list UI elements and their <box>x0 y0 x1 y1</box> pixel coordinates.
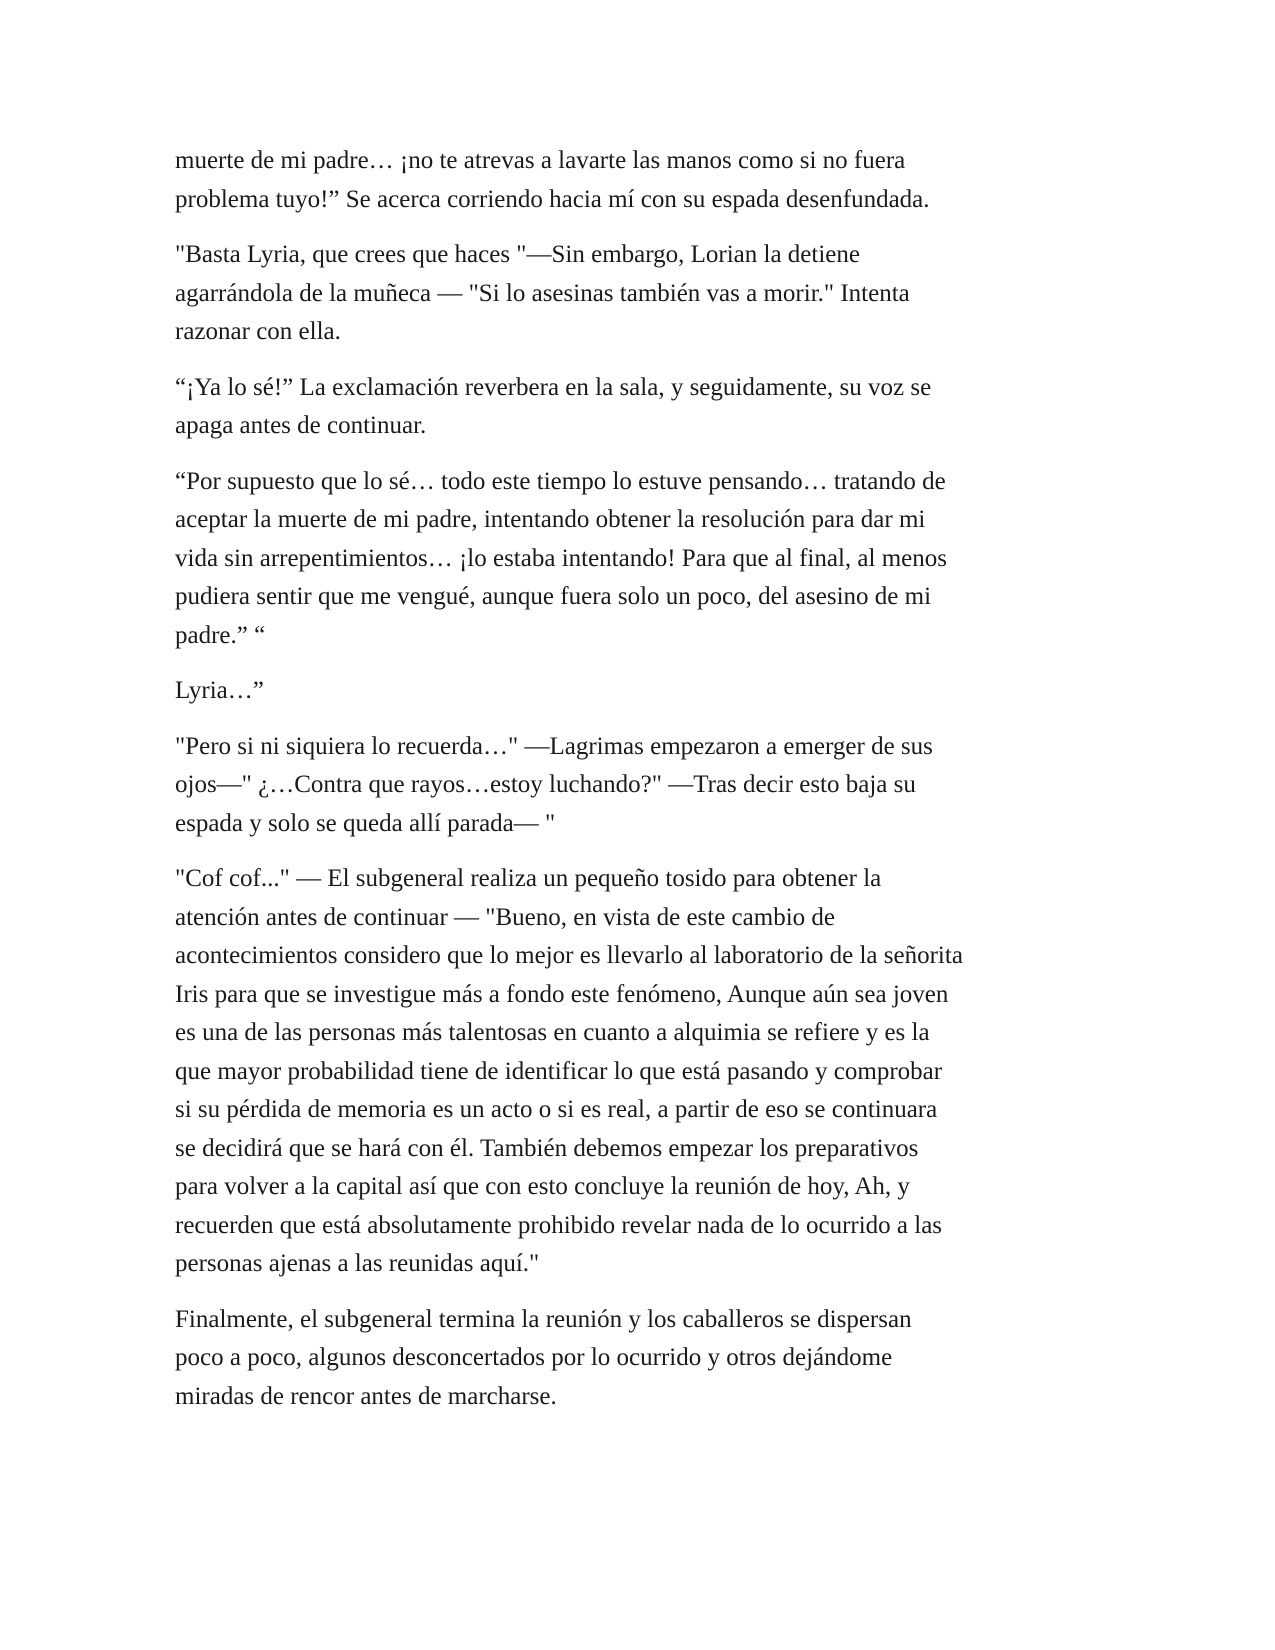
paragraph: "Cof cof..." — El subgeneral realiza un pequeño tosido para obtener la atención antes de continuar — "Bueno, en vista de este cambio de acontecimientos considero que lo mejor es llevarlo al laboratorio de la señorita Iris para que se investigue más a fondo este fenómeno, Aunque aún sea joven es una de las personas más talentosas en cuanto a alquimia se refiere y es la que mayor probabilidad tiene de identificar lo que está pasando y comprobar si su pérdida de memoria es un acto o si es real, a partir de eso se continuara se decidirá que se hará con él. También debemos empezar los preparativos para volver a la capital así que con esto concluye la reunión de hoy, Ah, y recuerden que está absolutamente prohibido revelar nada de lo ocurrido a las personas ajenas a las reunidas aquí." <box>175 865 963 1277</box>
paragraph: "Pero si ni siquiera lo recuerda…" —Lagrimas empezaron a emerger de sus ojos—" ¿…Contra que rayos…estoy luchando?" —Tras decir esto baja su espada y solo se queda allí parada— " <box>175 732 933 837</box>
document-body <box>175 142 1105 1433</box>
paragraph: “Por supuesto que lo sé… todo este tiempo lo estuve pensando… tratando de aceptar la muerte de mi padre, intentando obtener la resolución para dar mi vida sin arrepentimientos… ¡lo estaba intentando! Para que al final, al menos pudiera sentir que me vengué, aunque fuera solo un poco, del asesino de mi padre.” “ <box>175 467 947 649</box>
paragraph: muerte de mi padre… ¡no te atrevas a lavarte las manos como si no fuera problema tuyo!” Se acerca corriendo hacia mí con su espada desenfundada. <box>175 147 930 213</box>
paragraph: Lyria…” <box>175 677 264 704</box>
paragraph: Finalmente, el subgeneral termina la reunión y los caballeros se dispersan poco a poco, algunos desconcertados por lo ocurrido y otros dejándome miradas de rencor antes de marcharse. <box>175 1305 912 1410</box>
paragraph: "Basta Lyria, que crees que haces "—Sin embargo, Lorian la detiene agarrándola de la muñeca — "Si lo asesinas también vas a morir." Intenta razonar con ella. <box>175 241 910 345</box>
paragraph: “¡Ya lo sé!” La exclamación reverbera en la sala, y seguidamente, su voz se apaga antes de continuar. <box>175 373 932 439</box>
